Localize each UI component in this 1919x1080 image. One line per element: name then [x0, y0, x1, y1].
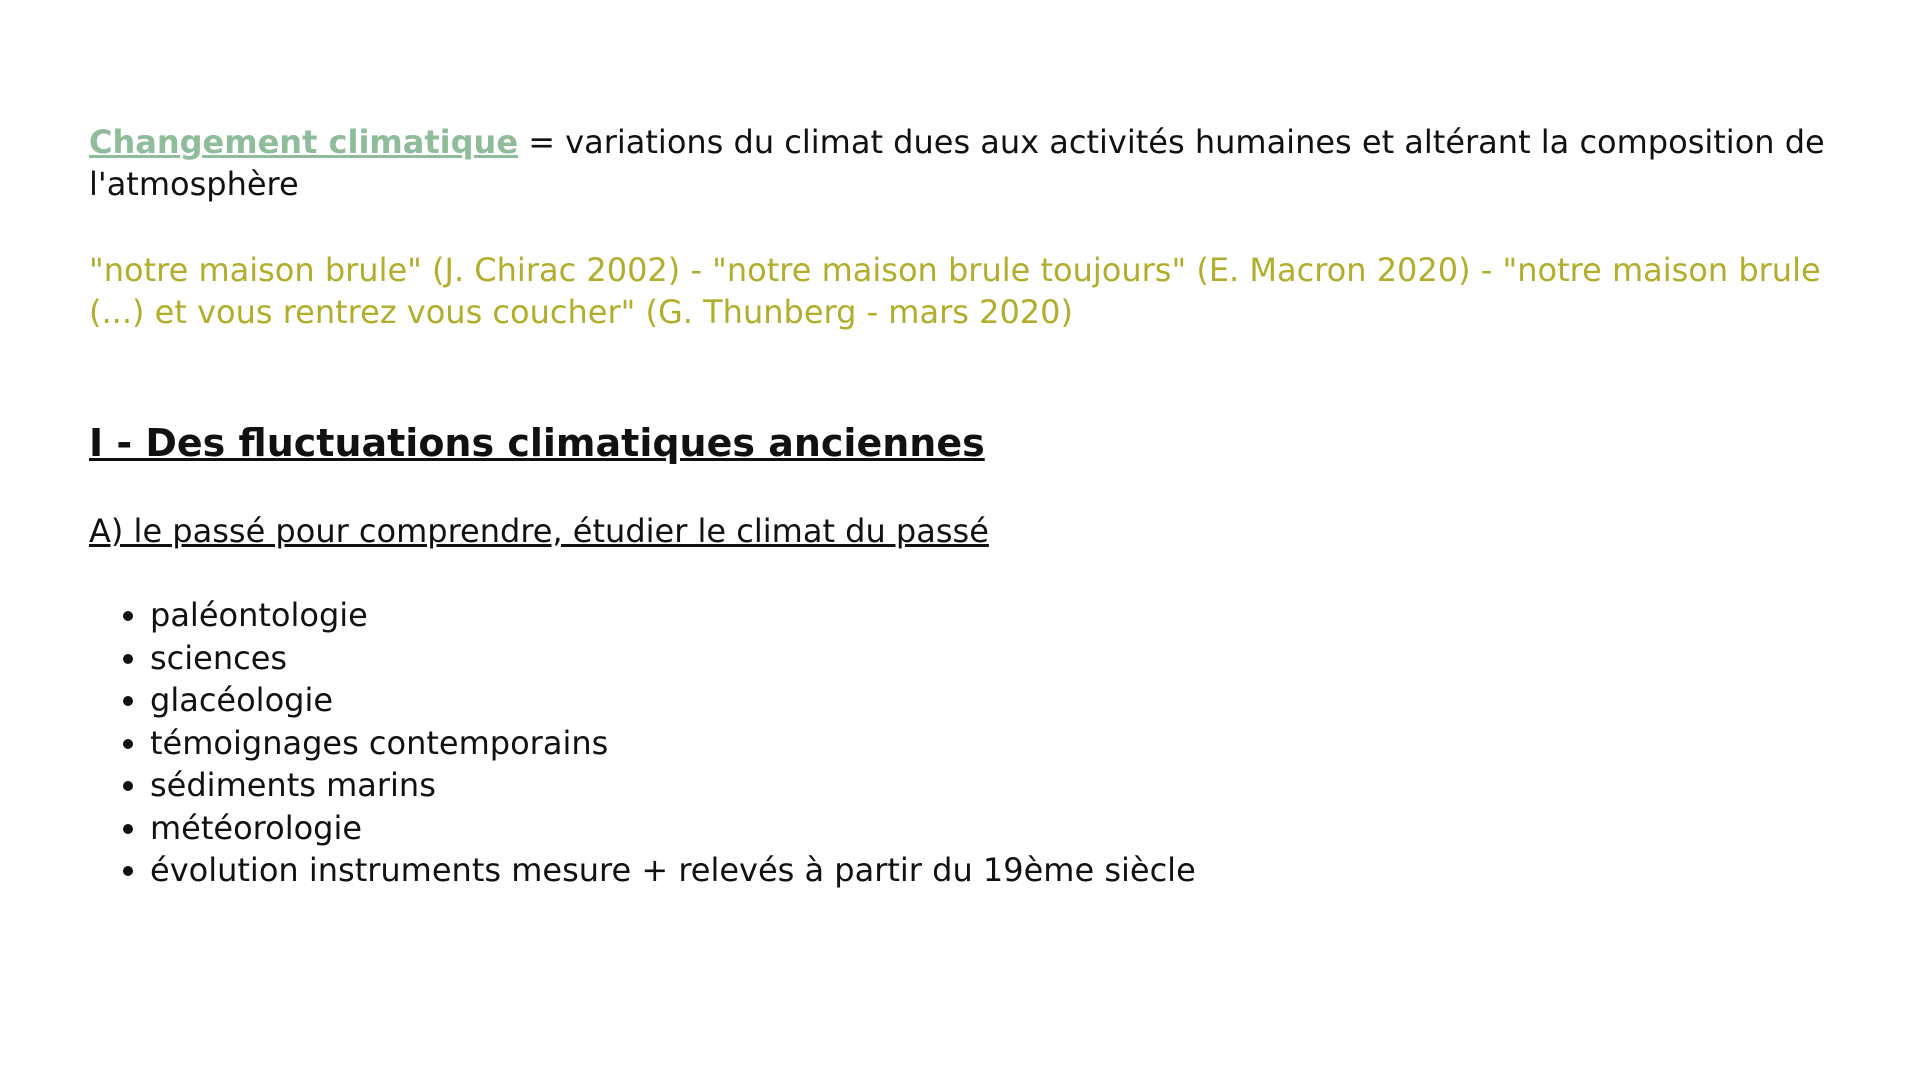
quote: "notre maison brule" (J. Chirac 2002) - "notre maison brule toujours" (E. Macron 2020) - "notre maison brule (...) et vous rentrez vous coucher" (G. Thunberg - mars 2020)	[89, 251, 1821, 331]
definition-term[interactable]: Changement climatique	[89, 123, 519, 161]
list-item: • sciences	[150, 637, 1196, 680]
definition-text: = variations du climat dues aux activités humaines et altérant la composition de l'atmosphère	[89, 123, 1825, 203]
list-item: • témoignages contemporains	[150, 722, 1196, 765]
list-item: • glacéologie	[150, 679, 1196, 722]
list-item: • météorologie	[150, 807, 1196, 850]
definition	[89, 121, 1849, 205]
list-item: • sédiments marins	[150, 764, 1196, 807]
list-item: • évolution instruments mesure + relevés à partir du 19ème siècle	[150, 849, 1196, 892]
subsection-heading: A) le passé pour comprendre, étudier le climat du passé	[89, 512, 989, 550]
list-item: • paléontologie	[150, 594, 1196, 637]
sources-list	[89, 594, 1196, 892]
section-heading: I - Des fluctuations climatiques anciennes	[89, 421, 985, 465]
